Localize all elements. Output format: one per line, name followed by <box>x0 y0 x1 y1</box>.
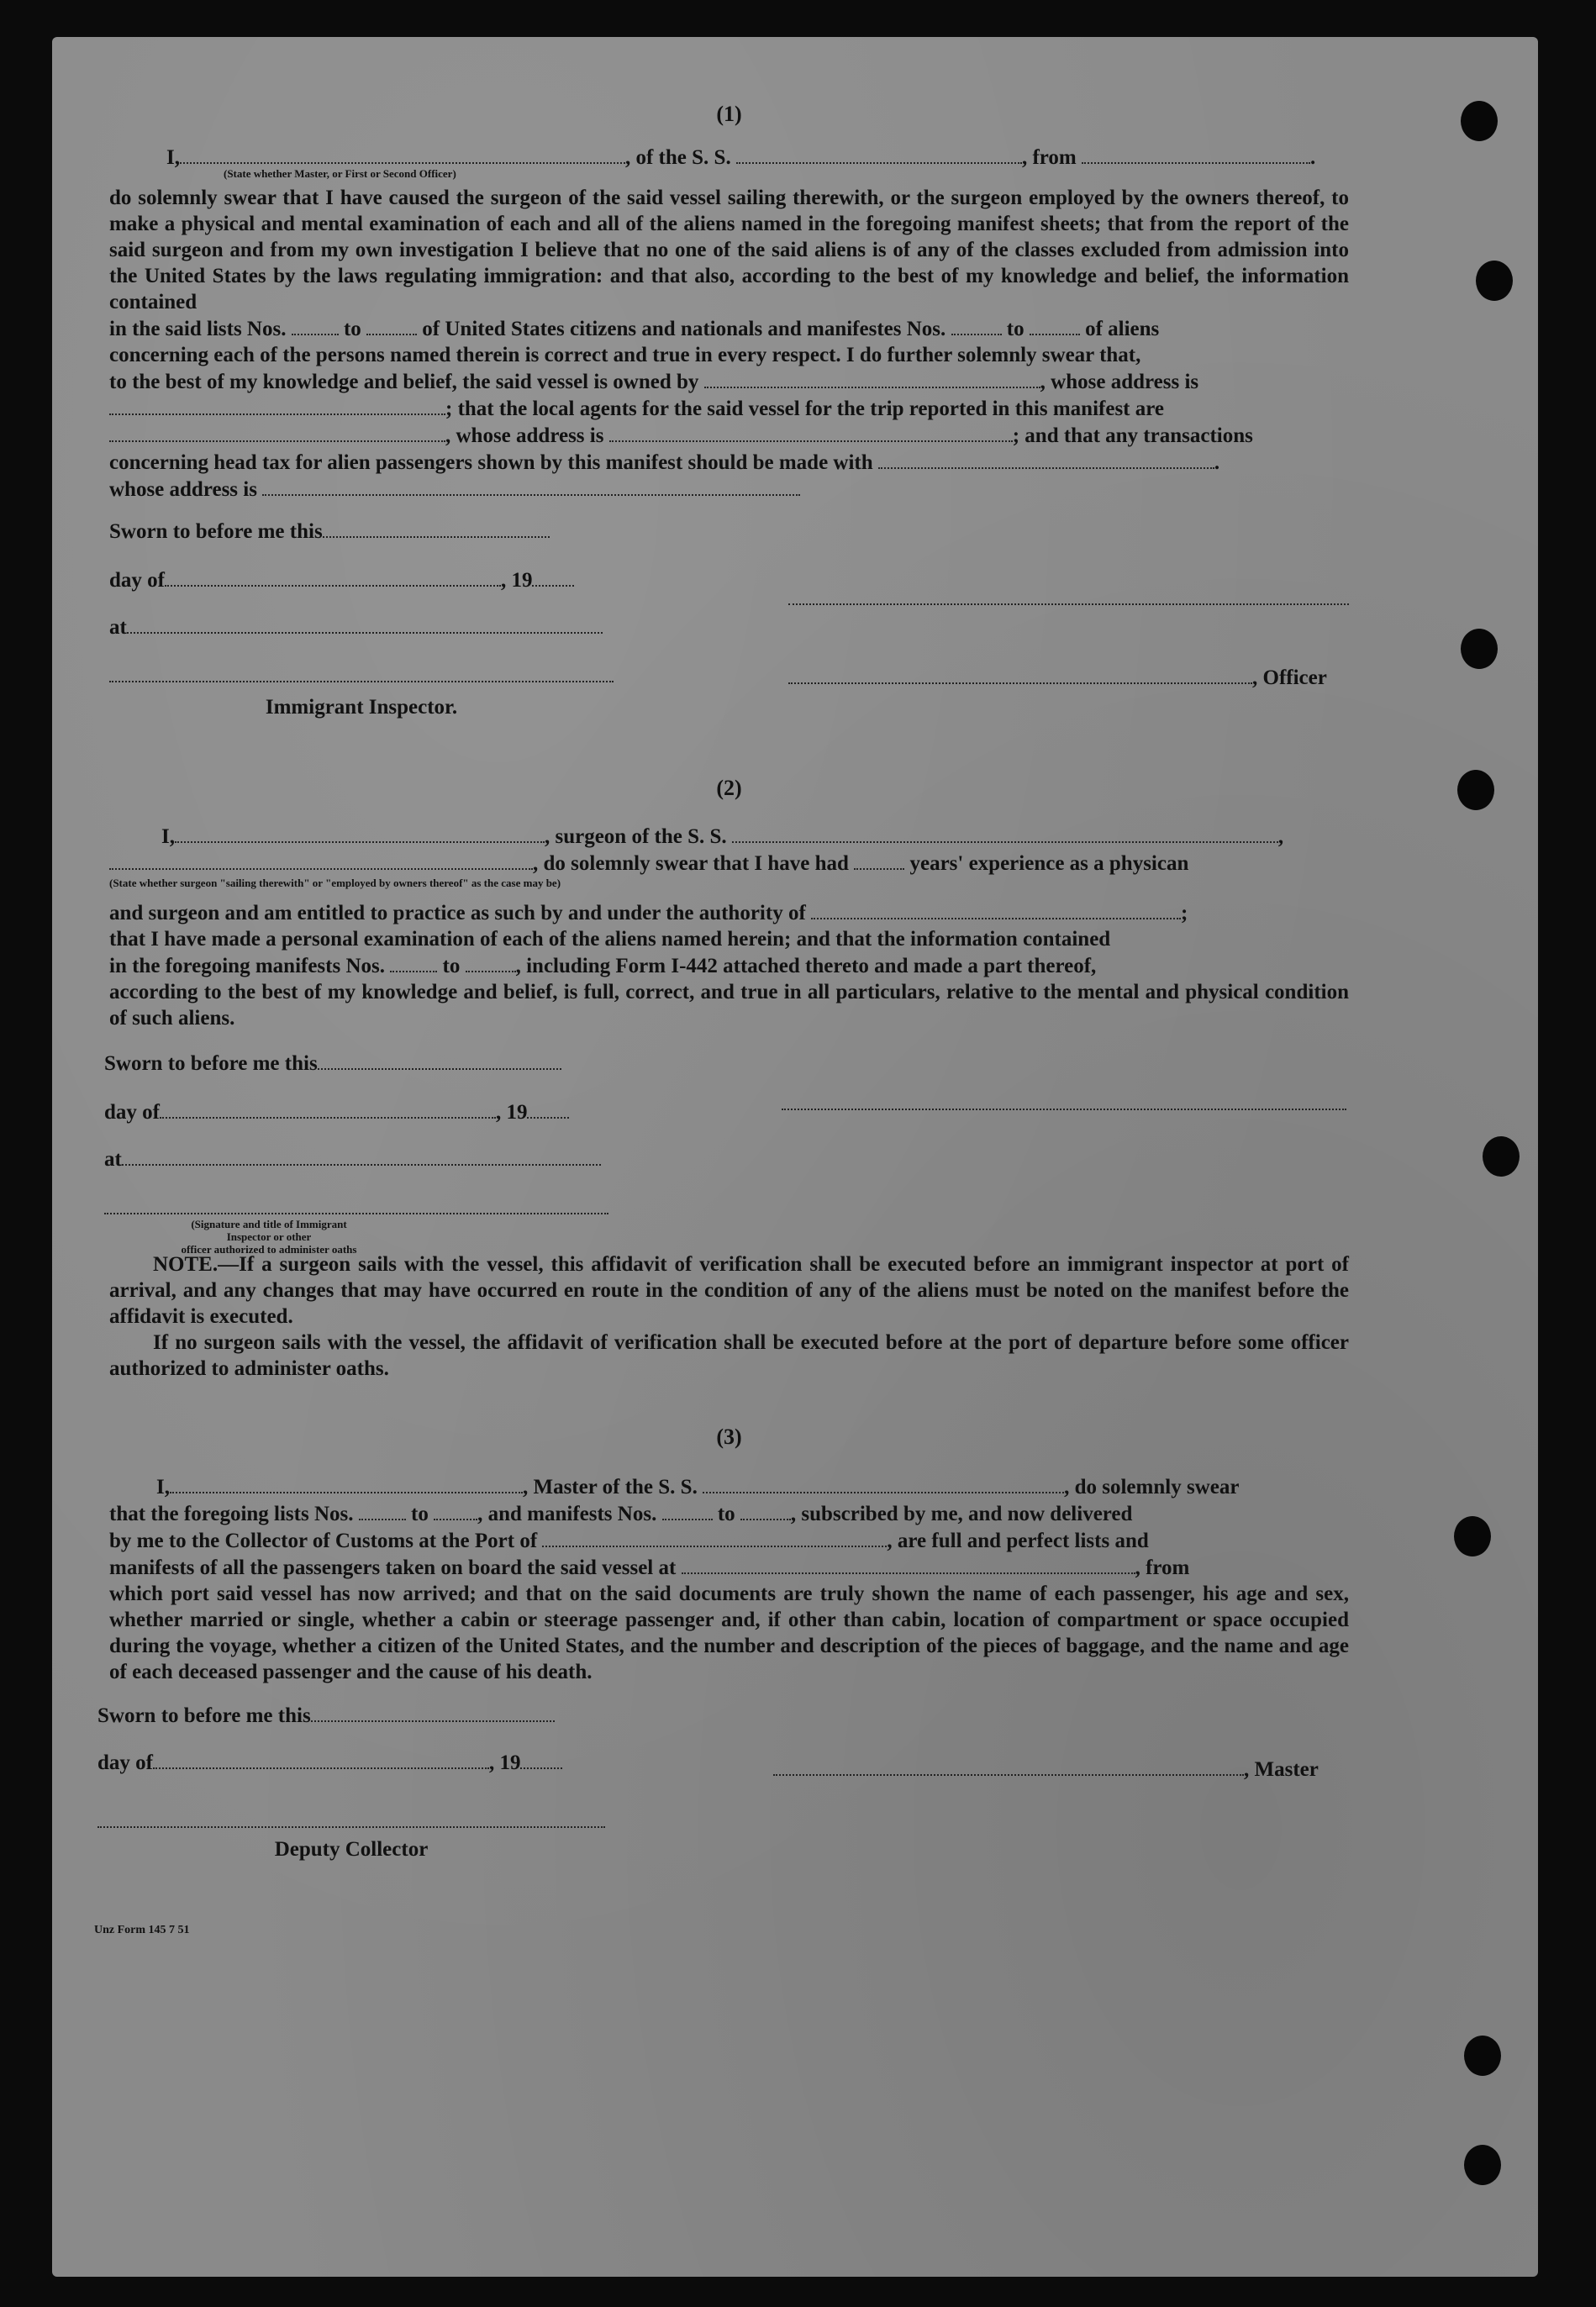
officer-signature-field[interactable] <box>788 585 1349 605</box>
departure-port-field[interactable] <box>1082 144 1310 164</box>
section-3-paragraph: which port said vessel has now arrived; and that on the said documents are truly shown the name of each passenger, his age and sex, whether married or single, whether a cabin or steerage passenger and, if other than cabin, location of compartment or space occupied during the voyage, whether a citizen of the United States, and the number and description of the pieces of baggage, and the name and age of each deceased passenger and the cause of his death. <box>109 1583 1349 1683</box>
master-sworn-year-field[interactable] <box>520 1749 562 1769</box>
form-body <box>94 101 1349 1943</box>
section-2-signature-block: Sworn to before me this day of , 19 at (Signature and title of Immigrant Inspector or other officer authorized to administer oaths <box>109 1050 1349 1243</box>
section-1-contact-address-row: whose address is <box>109 476 1349 503</box>
binder-hole <box>1461 629 1498 669</box>
sworn-day-field[interactable] <box>165 566 501 587</box>
binder-hole <box>1457 770 1494 810</box>
section-1-lists-row: in the said lists Nos. to of United States citizens and nationals and manifestes Nos. to of aliens <box>109 315 1349 342</box>
binder-hole <box>1454 1516 1491 1556</box>
binder-hole <box>1464 2145 1501 2185</box>
surgeon-status-field[interactable] <box>109 850 533 870</box>
form-code: Unz Form 145 7 51 <box>94 1924 190 1936</box>
surgeon-sworn-place-field[interactable] <box>122 1146 601 1166</box>
deputy-collector-signature-field[interactable] <box>97 1808 605 1828</box>
local-agents-field[interactable] <box>109 422 445 442</box>
surgeon-manifest-from-field[interactable] <box>390 952 437 972</box>
head-tax-contact-field[interactable] <box>878 449 1214 469</box>
section-3-signature-block: Sworn to before me this day of , 19 , Master Deputy Collector <box>109 1702 1349 1870</box>
section-2-line-2: , do solemnly swear that I have had years' experience as a physican <box>109 850 1349 877</box>
surgeon-sworn-date-field[interactable] <box>318 1050 561 1070</box>
surgeon-sworn-year-field[interactable] <box>527 1098 569 1119</box>
section-1-agents-address-row: , whose address is ; and that any transactions <box>109 422 1349 449</box>
section-1-paragraph-c: concerning each of the persons named therein is correct and true in every respect. I do further solemnly swear that, <box>109 344 1141 366</box>
customs-port-field[interactable] <box>542 1527 887 1547</box>
master-list-to-field[interactable] <box>434 1500 477 1520</box>
citizen-list-to-field[interactable] <box>366 315 417 335</box>
master-sworn-day-field[interactable] <box>153 1749 489 1769</box>
binder-hole <box>1464 2036 1501 2076</box>
section-3-heading: (3) <box>716 1425 742 1449</box>
master-manifest-to-field[interactable] <box>740 1500 791 1520</box>
master-vessel-field[interactable] <box>703 1473 1064 1493</box>
administering-officer-signature-field[interactable] <box>104 1194 608 1214</box>
alien-manifest-from-field[interactable] <box>951 315 1002 335</box>
alien-manifest-to-field[interactable] <box>1030 315 1080 335</box>
years-experience-field[interactable] <box>854 850 904 870</box>
section-2-manifests-row: in the foregoing manifests Nos. to , including Form I-442 attached thereto and made a part thereof, <box>109 952 1349 979</box>
master-signature-field[interactable] <box>773 1756 1244 1776</box>
vessel-owner-field[interactable] <box>704 368 1040 388</box>
vessel-name-field[interactable] <box>736 144 1022 164</box>
officer-title-field[interactable] <box>788 664 1252 684</box>
practice-authority-field[interactable] <box>811 899 1181 919</box>
surgeon-signature-field[interactable] <box>782 1090 1346 1110</box>
head-tax-address-field[interactable] <box>262 476 800 496</box>
section-3-line-1: I, , Master of the S. S. , do solemnly swear <box>109 1473 1349 1500</box>
section-1-signature-block: Sworn to before me this day of , 19 at , Officer Immigrant Inspector. <box>109 518 1349 745</box>
binder-hole <box>1483 1136 1520 1177</box>
surgeon-status-caption: (State whether surgeon "sailing therewith" or "employed by owners thereof" as the case may be) <box>109 877 561 889</box>
surgeon-vessel-field[interactable] <box>732 823 1278 843</box>
section-2-line-1: I, , surgeon of the S. S. , <box>109 823 1349 850</box>
section-1-head-tax-row: concerning head tax for alien passengers shown by this manifest should be made with . <box>109 449 1349 476</box>
section-1-line-1: I, , of the S. S. , from . <box>109 144 1349 171</box>
note-paragraph-2: If no surgeon sails with the vessel, the affidavit of verification shall be executed before at the port of departure before some officer authorized to administer oaths. <box>109 1331 1349 1380</box>
section-3-line-4: manifests of all the passengers taken on board the said vessel at , from <box>109 1554 1349 1581</box>
citizen-list-from-field[interactable] <box>292 315 339 335</box>
section-1-paragraph: do solemnly swear that I have caused the surgeon of the said vessel sailing therewith, or the surgeon employed by the owners thereof, to make a physical and mental examination of each and all of the aliens named in the foregoing manifest sheets; that from the report of the said surgeon and from my own investigation I believe that no one of the said aliens is of any of the classes excluded from admission into the United States by the laws regulating immigration: and that also, according to the best of my knowledge and belief, the information contained <box>109 187 1349 313</box>
officer-rank-field[interactable] <box>180 144 625 164</box>
binder-hole <box>1476 261 1513 301</box>
master-list-from-field[interactable] <box>359 1500 406 1520</box>
sworn-year-field[interactable] <box>532 566 574 587</box>
owner-address-field[interactable] <box>109 395 445 415</box>
master-manifest-from-field[interactable] <box>662 1500 713 1520</box>
surgeon-name-field[interactable] <box>175 823 545 843</box>
sworn-date-field[interactable] <box>323 518 550 538</box>
section-3-line-3: by me to the Collector of Customs at the Port of , are full and perfect lists and <box>109 1527 1349 1554</box>
signature-caption-line-1: (Signature and title of Immigrant Inspector or other <box>191 1218 347 1243</box>
sworn-place-field[interactable] <box>127 614 603 634</box>
section-2-authority-row: and surgeon and am entitled to practice as such by and under the authority of ; <box>109 899 1349 926</box>
surgeon-sworn-day-field[interactable] <box>160 1098 496 1119</box>
master-sworn-date-field[interactable] <box>311 1702 555 1722</box>
signature-caption-line-2: officer authorized to administer oaths <box>181 1243 357 1256</box>
section-2-heading: (2) <box>716 776 742 800</box>
section-1-agents-row: ; that the local agents for the said vessel for the trip reported in this manifest are <box>109 395 1349 422</box>
section-1-heading: (1) <box>716 102 742 126</box>
officer-rank-caption: (State whether Master, or First or Second Officer) <box>224 167 456 180</box>
inspector-signature-field[interactable] <box>109 662 614 682</box>
section-2-paragraph-2: according to the best of my knowledge and belief, is full, correct, and true in all particulars, relative to the mental and physical condition of such aliens. <box>109 981 1349 1030</box>
embarkation-port-field[interactable] <box>682 1554 1135 1574</box>
deputy-collector-label: Deputy Collector <box>274 1838 429 1861</box>
section-2-paragraph-1: that I have made a personal examination of each of the aliens named herein; and that the information contained <box>109 928 1111 951</box>
binder-hole <box>1461 101 1498 141</box>
note-paragraph-1: NOTE.—If a surgeon sails with the vessel, this affidavit of verification shall be executed before an immigrant inspector at port of arrival, and any changes that may have occurred en route in the condition of any of the aliens must be noted on the manifest before the affidavit is executed. <box>109 1253 1349 1328</box>
master-name-field[interactable] <box>170 1473 523 1493</box>
section-3-line-2: that the foregoing lists Nos. to , and manifests Nos. to , subscribed by me, and now delivered <box>109 1500 1349 1527</box>
section-1-owner-row: to the best of my knowledge and belief, the said vessel is owned by , whose address is <box>109 368 1349 395</box>
inspector-label: Immigrant Inspector. <box>265 696 458 719</box>
agents-address-field[interactable] <box>609 422 1013 442</box>
surgeon-manifest-to-field[interactable] <box>466 952 516 972</box>
